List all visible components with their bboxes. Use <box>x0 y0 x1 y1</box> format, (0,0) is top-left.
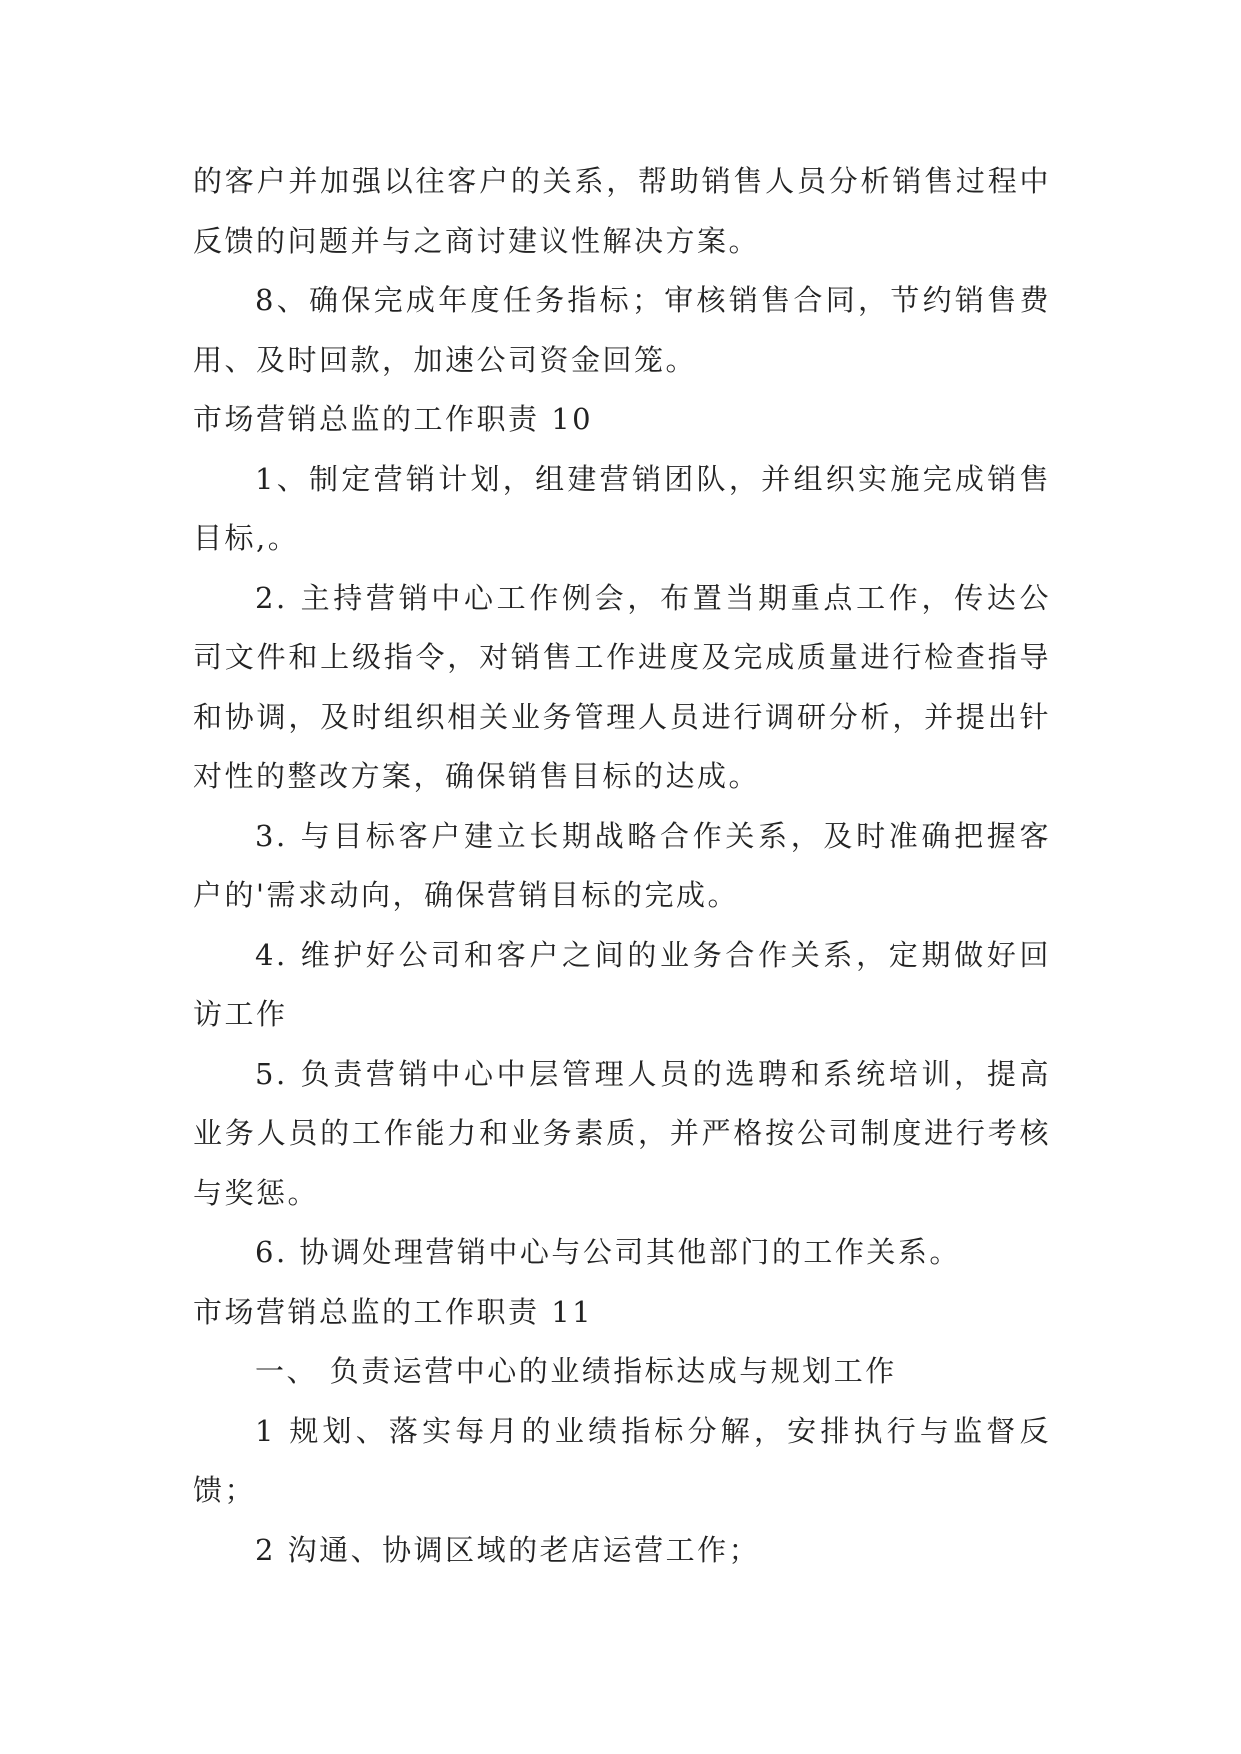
paragraph-item-2: 2. 主持营销中心工作例会，布置当期重点工作，传达公司文件和上级指令，对销售工作进度及完成质量进行检查指导和协调，及时组织相关业务管理人员进行调研分析，并提出针对性的整改方案，确保销售目标的达成。 <box>193 580 1051 793</box>
document-body <box>193 152 1051 1580</box>
paragraph-item-3: 3. 与目标客户建立长期战略合作关系，及时准确把握客户的'需求动向，确保营销目标的完成。 <box>193 818 1051 912</box>
paragraph-item-4: 4. 维护好公司和客户之间的业务合作关系，定期做好回访工作 <box>193 937 1051 1031</box>
paragraph-item-1: 1、制定营销计划，组建营销团队，并组织实施完成销售目标,。 <box>193 461 1051 555</box>
paragraph-subsection-1: 一、 负责运营中心的业绩指标达成与规划工作 <box>255 1354 897 1388</box>
paragraph-continuation: 的客户并加强以往客户的关系，帮助销售人员分析销售过程中反馈的问题并与之商讨建议性解决方案。 <box>193 164 1051 258</box>
paragraph-subitem-2: 2 沟通、协调区域的老店运营工作； <box>255 1532 761 1567</box>
paragraph-item-5: 5. 负责营销中心中层管理人员的选聘和系统培训，提高业务人员的工作能力和业务素质，并严格按公司制度进行考核与奖惩。 <box>193 1056 1051 1210</box>
paragraph-item-6: 6. 协调处理营销中心与公司其他部门的工作关系。 <box>255 1235 961 1269</box>
paragraph-item-8: 8、确保完成年度任务指标；审核销售合同，节约销售费用、及时回款，加速公司资金回笼。 <box>193 283 1051 377</box>
paragraph-subitem-1: 1 规划、落实每月的业绩指标分解，安排执行与监督反馈； <box>193 1413 1051 1507</box>
section-heading-10: 市场营销总监的工作职责 10 <box>193 402 594 436</box>
section-heading-11: 市场营销总监的工作职责 11 <box>193 1294 594 1329</box>
